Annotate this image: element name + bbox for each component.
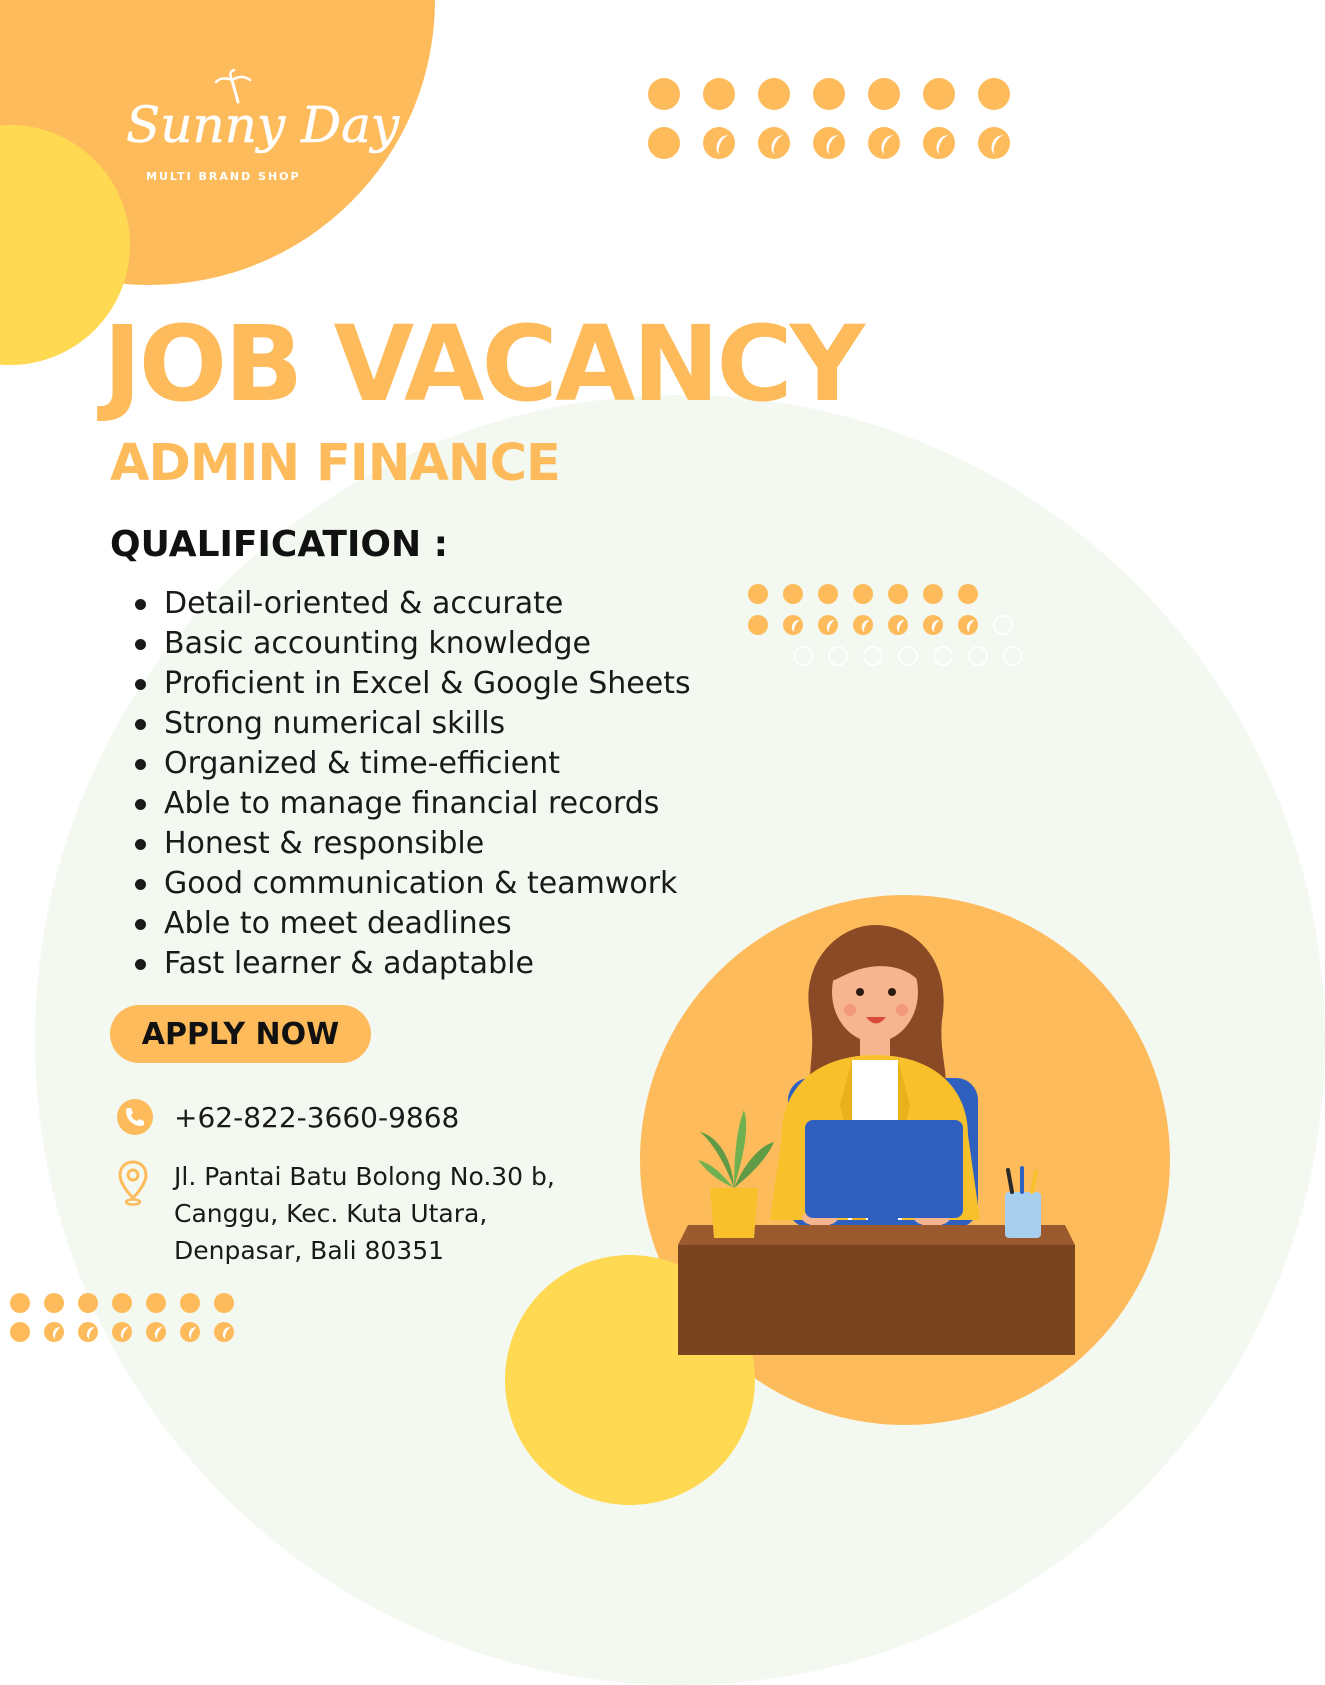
office-worker-illustration [670, 920, 1080, 1350]
job-position-title: ADMIN FINANCE [110, 434, 560, 493]
decor-leaf-dot [923, 127, 955, 159]
bullet-icon [135, 879, 146, 890]
sunny-day-logo-mark [118, 72, 400, 167]
logo-text: Sunny Day [126, 96, 400, 154]
address-text [174, 1158, 555, 1269]
list-item [132, 784, 691, 824]
list-item-text: Honest & responsible [164, 826, 485, 861]
decor-leaf-dot [146, 1322, 166, 1342]
decor-dot [923, 584, 943, 604]
list-item [132, 904, 691, 944]
location-pin-icon [116, 1158, 154, 1196]
decor-leaf-dot [978, 127, 1010, 159]
list-item [132, 624, 691, 664]
decor-dot [78, 1293, 98, 1313]
list-item [132, 744, 691, 784]
decor-ring-dot [993, 615, 1013, 635]
decor-dot [44, 1293, 64, 1313]
contact-phone [116, 1098, 459, 1138]
list-item [132, 664, 691, 704]
bullet-icon [135, 599, 146, 610]
decor-ring-dot [863, 646, 883, 666]
list-item-text: Proficient in Excel & Google Sheets [164, 666, 691, 701]
list-item [132, 944, 691, 984]
list-item-text: Fast learner & adaptable [164, 946, 534, 981]
contact-address [116, 1158, 555, 1269]
decor-ring-dot [933, 646, 953, 666]
list-item [132, 704, 691, 744]
decor-leaf-dot [888, 615, 908, 635]
decor-ring-dot [1003, 646, 1023, 666]
apply-now-button[interactable]: APPLY NOW [110, 1005, 371, 1063]
bullet-icon [135, 919, 146, 930]
bullet-icon [135, 679, 146, 690]
decor-leaf-dot [868, 127, 900, 159]
decor-leaf-dot [813, 127, 845, 159]
decor-dot [888, 584, 908, 604]
list-item-text: Organized & time-efficient [164, 746, 561, 781]
decor-leaf-dot [758, 127, 790, 159]
list-item-text: Able to meet deadlines [164, 906, 512, 941]
decor-dot [748, 615, 768, 635]
decor-leaf-dot [818, 615, 838, 635]
bullet-icon [135, 759, 146, 770]
decor-dot [146, 1293, 166, 1313]
decor-leaf-dot [923, 615, 943, 635]
decor-leaf-dot [78, 1322, 98, 1342]
decorative-dot-grid-bottom [10, 1293, 248, 1351]
phone-icon [116, 1098, 154, 1136]
list-item-text: Able to manage financial records [164, 786, 660, 821]
decor-dot [818, 584, 838, 604]
decor-leaf-dot [958, 615, 978, 635]
decor-dot [10, 1293, 30, 1313]
list-item-text: Strong numerical skills [164, 706, 506, 741]
bullet-icon [135, 799, 146, 810]
decor-dot [853, 584, 873, 604]
decor-leaf-dot [180, 1322, 200, 1342]
woman-at-desk-image [670, 920, 1080, 1350]
list-item [132, 864, 691, 904]
list-item-text: Basic accounting knowledge [164, 626, 592, 661]
phone-number[interactable]: +62-822-3660-9868 [174, 1101, 460, 1134]
decor-leaf-dot [703, 127, 735, 159]
decor-dot [813, 78, 845, 110]
qualification-list [132, 584, 691, 984]
brand-logo [118, 72, 400, 192]
bullet-icon [135, 719, 146, 730]
decor-dot [703, 78, 735, 110]
decor-dot [648, 127, 680, 159]
decor-ring-dot [968, 646, 988, 666]
list-item [132, 584, 691, 624]
decor-dot [180, 1293, 200, 1313]
qualification-heading: QUALIFICATION : [110, 524, 449, 565]
address-line: Denpasar, Bali 80351 [174, 1236, 445, 1265]
decor-ring-dot [898, 646, 918, 666]
decor-leaf-dot [112, 1322, 132, 1342]
bullet-icon [135, 839, 146, 850]
decor-ring-dot [793, 646, 813, 666]
decor-ring-dot [828, 646, 848, 666]
address-line: Canggu, Kec. Kuta Utara, [174, 1199, 488, 1228]
list-item-text: Good communication & teamwork [164, 866, 678, 901]
decor-dot [923, 78, 955, 110]
bullet-icon [135, 639, 146, 650]
decor-dot [10, 1322, 30, 1342]
decor-leaf-dot [853, 615, 873, 635]
decor-dot [758, 78, 790, 110]
decor-dot [783, 584, 803, 604]
decorative-dot-grid-top [648, 78, 1033, 176]
bullet-icon [135, 959, 146, 970]
decor-leaf-dot [783, 615, 803, 635]
logo-tagline: MULTI BRAND SHOP [146, 170, 301, 183]
decor-dot [978, 78, 1010, 110]
decor-dot [748, 584, 768, 604]
decor-leaf-dot [44, 1322, 64, 1342]
decor-dot [958, 584, 978, 604]
decor-dot [868, 78, 900, 110]
decorative-dot-grid-middle [748, 584, 1038, 677]
list-item-text: Detail-oriented & accurate [164, 586, 564, 621]
address-line: Jl. Pantai Batu Bolong No.30 b, [174, 1162, 555, 1191]
decor-dot [112, 1293, 132, 1313]
decor-leaf-dot [214, 1322, 234, 1342]
decor-dot [214, 1293, 234, 1313]
list-item [132, 824, 691, 864]
page-title: JOB VACANCY [103, 303, 862, 425]
decor-dot [648, 78, 680, 110]
